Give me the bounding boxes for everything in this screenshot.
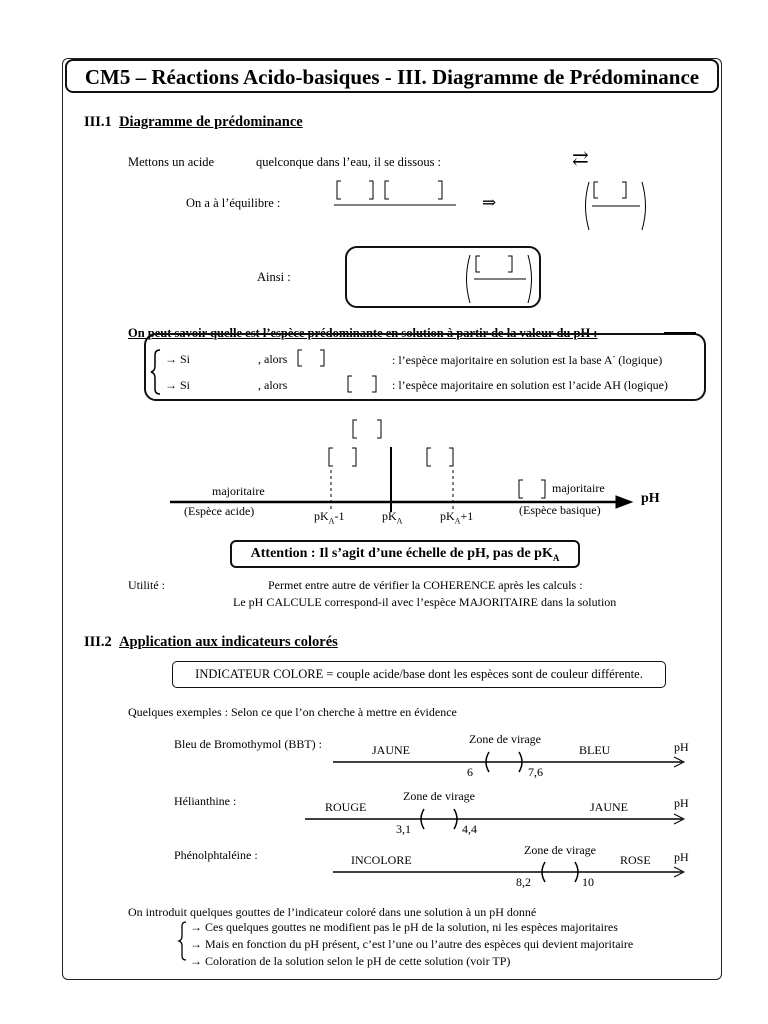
rule1-si: → Si xyxy=(165,352,191,366)
equilibrium-label: On a à l’équilibre : xyxy=(186,196,281,210)
indicator-phenol-ph: pH xyxy=(674,850,689,864)
indicator-helianthine-right: JAUNE xyxy=(590,800,628,814)
axis-pka-minus-1: $pK_A-1$ xyxy=(314,509,345,526)
conclusion-bullet-1: → Ces quelques gouttes ne modifient pas le pH de la solution, ni les espèces majoritaires xyxy=(190,920,618,934)
indicator-bbt-right: BLEU xyxy=(579,743,611,757)
conclusion-bullet-3: → Coloration de la solution selon le pH de cette solution (voir TP) xyxy=(190,954,511,968)
indicator-helianthine-low: 3,1 xyxy=(396,822,411,836)
rule-heading: On peut savoir quelle est l’espèce prédominante en solution à partir de la valeur du pH : xyxy=(128,326,603,341)
indicator-phenol-right: ROSE xyxy=(620,853,651,867)
rule1-bracket xyxy=(298,350,324,366)
indicator-bbt-left: JAUNE xyxy=(372,743,410,757)
ainsi-fraction xyxy=(467,255,532,303)
indicator-phenol-name: Phénolphtaléine : xyxy=(174,848,258,862)
indicator-helianthine-name: Hélianthine : xyxy=(174,794,237,808)
equilibrium-arrows-icon: ⇄ xyxy=(572,148,589,170)
conclusion-text: On introduit quelques gouttes de l’indicateur coloré dans une solution à un pH donné xyxy=(128,905,537,919)
axis-left-bracket xyxy=(329,448,356,466)
utilite-label: Utilité : xyxy=(128,578,165,592)
indicator-helianthine-ph: pH xyxy=(674,796,689,810)
intro-text-a: Mettons un acide xyxy=(128,155,215,169)
section-1-title: Diagramme de prédominance xyxy=(119,114,303,130)
utilite-line-1: Permet entre autre de vérifier la COHERENCE après les calculs : xyxy=(268,578,583,592)
axis-base-majoritaire: majoritaire xyxy=(552,481,605,495)
axis-base-sub: (Espèce basique) xyxy=(519,503,601,517)
axis-pka-plus-1: $pK_A+1$ xyxy=(440,509,474,526)
ainsi-label: Ainsi : xyxy=(257,270,291,284)
ph-axis-arrow-icon xyxy=(616,496,632,508)
implied-fraction xyxy=(586,182,646,230)
rule-brace xyxy=(151,350,160,394)
rule1-alors: , alors xyxy=(258,352,288,366)
indicator-bbt-ph: pH xyxy=(674,740,689,754)
indicator-helianthine-high: 4,4 xyxy=(462,822,477,836)
conclusion-bullet-2: → Mais en fonction du pH présent, c’est l’une ou l’autre des espèces qui devient majoritaire xyxy=(190,937,634,951)
equilibrium-fraction xyxy=(334,181,456,205)
indicator-bbt-low: 6 xyxy=(467,765,473,779)
axis-acid-majoritaire: majoritaire xyxy=(212,484,265,498)
indicator-helianthine-left: ROUGE xyxy=(325,800,367,814)
intro-text-b: quelconque dans l’eau, il se dissous : xyxy=(256,155,442,169)
attention-box: Attention : Il s’agit d’une échelle de pH, pas de $pK_A$ xyxy=(230,540,580,568)
implies-arrow-icon: ⇒ xyxy=(482,193,497,212)
rule2-bracket xyxy=(348,376,376,392)
rule2-alors: , alors xyxy=(258,378,288,392)
section-2-title: Application aux indicateurs colorés xyxy=(119,634,338,650)
examples-intro: Quelques exemples : Selon ce que l’on cherche à mettre en évidence xyxy=(128,705,457,719)
page-title: CM5 – Réactions Acido-basiques - III. Diagramme de Prédominance xyxy=(65,59,719,93)
indicator-phenol-left: INCOLORE xyxy=(351,853,412,867)
rule1-text: : l’espèce majoritaire en solution est la base A- (logique) xyxy=(392,352,663,367)
section-1-number: III.1 xyxy=(84,114,112,130)
indicator-bbt-high: 7,6 xyxy=(528,765,543,779)
axis-acid-sub: (Espèce acide) xyxy=(184,504,255,518)
indicator-definition-box: INDICATEUR COLORE = couple acide/base dont les espèces sont de couleur différente. xyxy=(172,661,666,688)
utilite-line-2: Le pH CALCULE correspond-il avec l’espèce MAJORITAIRE dans la solution xyxy=(233,595,617,609)
axis-right-bracket xyxy=(427,448,453,466)
axis-base-bracket xyxy=(519,480,545,498)
indicator-phenol-low: 8,2 xyxy=(516,875,531,889)
indicator-phenol-high: 10 xyxy=(582,875,594,889)
rule2-si: → Si xyxy=(165,378,191,392)
axis-pka: $pK_A$ xyxy=(382,509,403,526)
section-2-number: III.2 xyxy=(84,634,112,650)
indicator-phenol-zone: Zone de virage xyxy=(524,843,596,857)
indicator-bbt-zone: Zone de virage xyxy=(469,732,541,746)
axis-top-bracket xyxy=(353,420,381,438)
indicator-bbt-name: Bleu de Bromothymol (BBT) : xyxy=(174,737,322,751)
indicator-helianthine-zone: Zone de virage xyxy=(403,789,475,803)
axis-ph-label: pH xyxy=(641,491,660,506)
rule2-text: : l’espèce majoritaire en solution est l’acide AH (logique) xyxy=(392,378,668,392)
conclusion-brace xyxy=(179,922,186,960)
